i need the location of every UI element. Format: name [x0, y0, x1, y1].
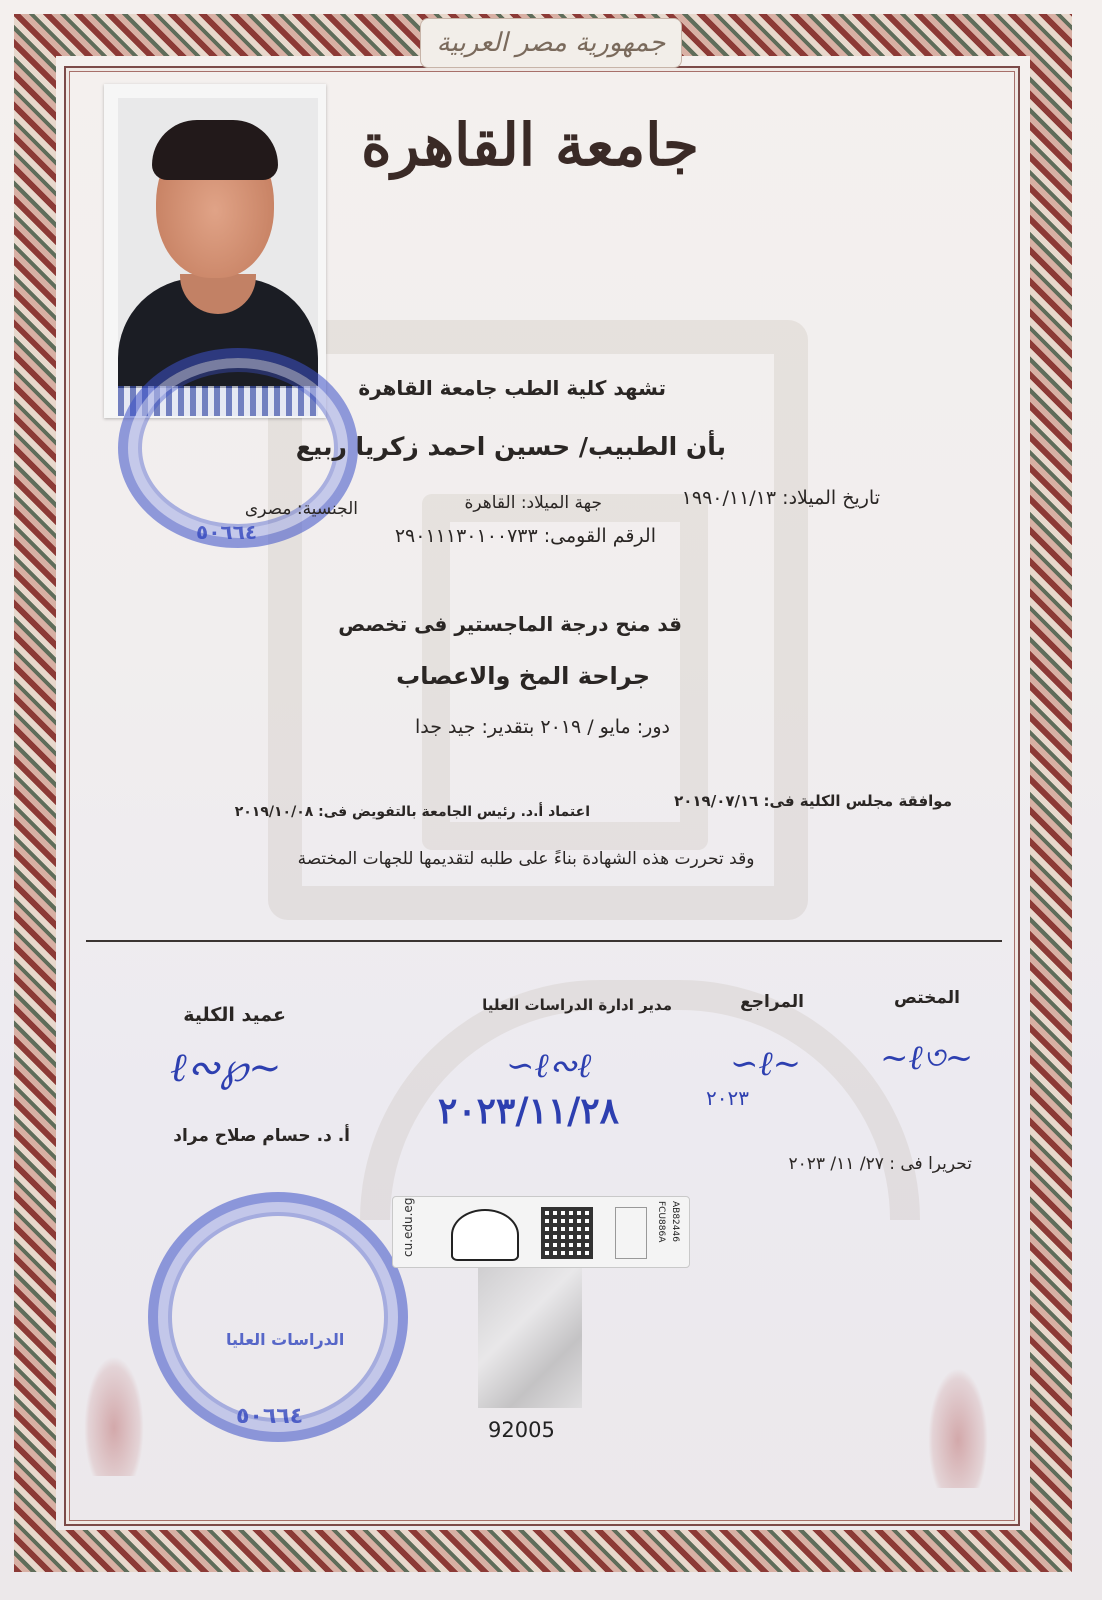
council-approval: موافقة مجلس الكلية فى: ٢٠١٩/٠٧/١٦ [674, 792, 952, 810]
issued-note: وقد تحررت هذه الشهادة بناءً على طلبه لتقديمها للجهات المختصة [297, 849, 755, 869]
cairo-university-logo-icon [451, 1209, 519, 1261]
specialist-label: المختص [894, 988, 960, 1008]
sticker-code-2: AB82446 [670, 1201, 680, 1242]
reviewer-date: ٢٠٢٣ [706, 1086, 749, 1110]
dean-name: أ. د. حسام صلاح مراد [173, 1126, 350, 1146]
issue-date: تحريرا فى : ٢٧/ ١١/ ٢٠٢٣ [788, 1154, 972, 1174]
birth-date: تاريخ الميلاد: ١٩٩٠/١١/١٣ [681, 487, 880, 509]
specialist-signature-icon: ~ℓ৩~ [880, 1038, 974, 1078]
director-signature-icon: ∽ℓ∾ℓ [506, 1046, 592, 1086]
republic-ribbon: جمهورية مصر العربية [420, 18, 682, 68]
nationality: الجنسية: مصرى [244, 499, 358, 519]
sticker-code-1: FCU886A [656, 1201, 666, 1243]
stamp-bottom-text: الدراسات العليا [226, 1330, 345, 1349]
handwritten-date: ٢٠٢٣/١١/٢٨ [438, 1090, 619, 1132]
verification-sticker [392, 1196, 690, 1268]
divider-line [86, 940, 1002, 942]
photo-hair [152, 120, 278, 180]
reviewer-signature-icon: ∽ℓ∼ [730, 1044, 802, 1084]
intro-line: تشهد كلية الطب جامعة القاهرة [358, 376, 666, 400]
right-ornament-icon [928, 1368, 988, 1488]
birth-place: جهة الميلاد: القاهرة [464, 493, 602, 513]
president-approval: اعتماد أ.د. رئيس الجامعة بالتفويض فى: ٢٠١٩/١٠/٠٨ [234, 804, 590, 820]
hologram-box-icon [615, 1207, 647, 1259]
stamp-top-code: ٥٠٦٦٤ [196, 520, 258, 544]
serial-number: 92005 [488, 1418, 555, 1442]
left-ornament-icon [84, 1356, 144, 1476]
reviewer-label: المراجع [740, 992, 804, 1012]
dean-signature-icon: ℓ∾℘∼ [170, 1045, 282, 1091]
graduate-photo [118, 98, 318, 388]
graduate-name: بأن الطبيب/ حسين احمد زكريا ربيع [295, 432, 726, 461]
university-title: جامعة القاهرة [361, 111, 699, 179]
national-id: الرقم القومى: ٢٩٠١١١٣٠١٠٠٧٣٣ [394, 525, 656, 547]
grad-director-label: مدير ادارة الدراسات العليا [482, 996, 672, 1014]
session-grade: دور: مايو / ٢٠١٩ بتقدير: جيد جدا [415, 716, 670, 738]
specialty: جراحة المخ والاعصاب [396, 662, 650, 690]
dean-label: عميد الكلية [183, 1004, 286, 1026]
granted-line: قد منح درجة الماجستير فى تخصص [338, 612, 682, 636]
hologram-icon [478, 1268, 582, 1408]
sticker-site: cu.edu.eg [401, 1197, 415, 1257]
qr-code-icon [541, 1207, 593, 1259]
stamp-bottom-code: ٥٠٦٦٤ [236, 1404, 304, 1429]
